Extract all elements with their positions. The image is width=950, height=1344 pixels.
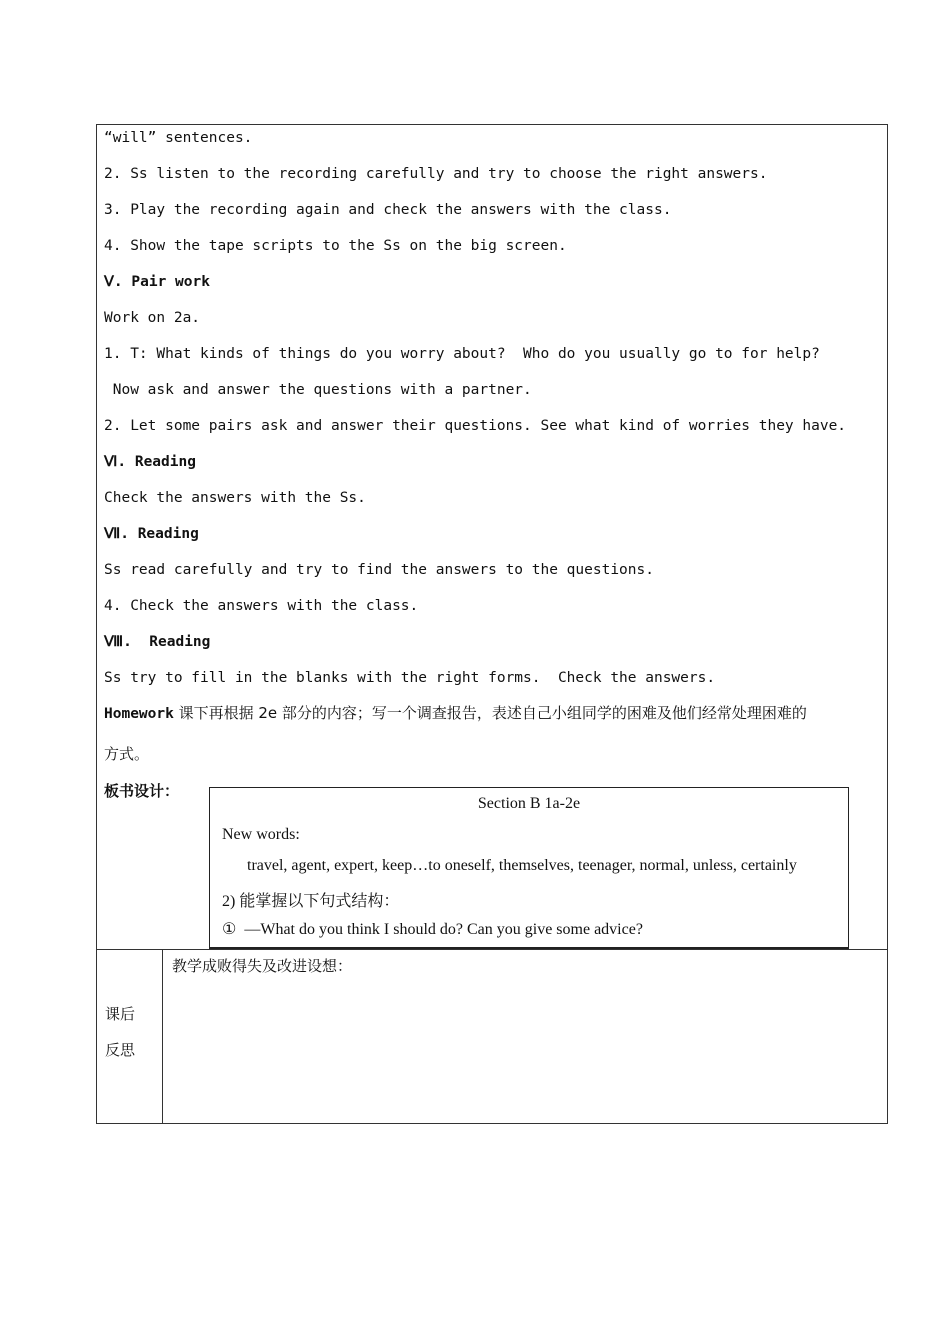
reflection-label-line1: 课后 [105,1005,136,1023]
board-title: Section B 1a-2e [477,795,581,812]
text-line: 1. T: What kinds of things do you worry about? Who do you usually go to for help? [104,346,820,362]
section-heading-reading-6: Ⅵ. Reading [104,454,196,470]
section-heading-reading-8: Ⅷ. Reading [104,634,211,650]
example-sentence: ① —What do you think I should do? Can you give some advice? [222,921,643,938]
reflection-prompt: 教学成败得失及改进设想： [172,957,353,975]
section-heading-pair-work: Ⅴ. Pair work [104,274,210,290]
text-line: 4. Check the answers with the class. [104,598,419,614]
new-words-list: travel, agent, expert, keep…to oneself, themselves, teenager, normal, unless, certainly [247,857,797,874]
board-design-box [209,787,849,949]
homework-text-continued: 方式。 [104,745,150,763]
section-heading-reading-7: Ⅶ. Reading [104,526,199,542]
text-line: 2. Let some pairs ask and answer their questions. See what kind of worries they have. [104,418,847,434]
text-line: Check the answers with the Ss. [104,490,366,506]
new-words-label: New words: [222,826,300,843]
text-line: “will” sentences. [104,130,253,146]
reflection-label-line2: 反思 [105,1041,136,1059]
text-line: Work on 2a. [104,310,201,326]
table-column-divider [162,950,163,1124]
homework-label: Homework [104,706,174,722]
homework-text: 课下再根据 2e 部分的内容；写一个调查报告，表述自己小组同学的困难及他们经常处理困难的 [173,704,807,722]
text-line: Ss try to fill in the blanks with the right forms. Check the answers. [104,670,716,686]
text-line: 3. Play the recording again and check the answers with the class. [104,202,672,218]
text-line: Now ask and answer the questions with a partner. [104,382,532,398]
homework-paragraph [104,703,880,724]
board-design-label: 板书设计： [104,782,180,800]
text-line: 2. Ss listen to the recording carefully and try to choose the right answers. [104,166,768,182]
text-line: 4. Show the tape scripts to the Ss on the big screen. [104,238,567,254]
sentence-structures-label: 2) 能掌握以下句式结构： [222,893,400,910]
table-row-divider [96,949,888,950]
text-line: Ss read carefully and try to find the answers to the questions. [104,562,654,578]
